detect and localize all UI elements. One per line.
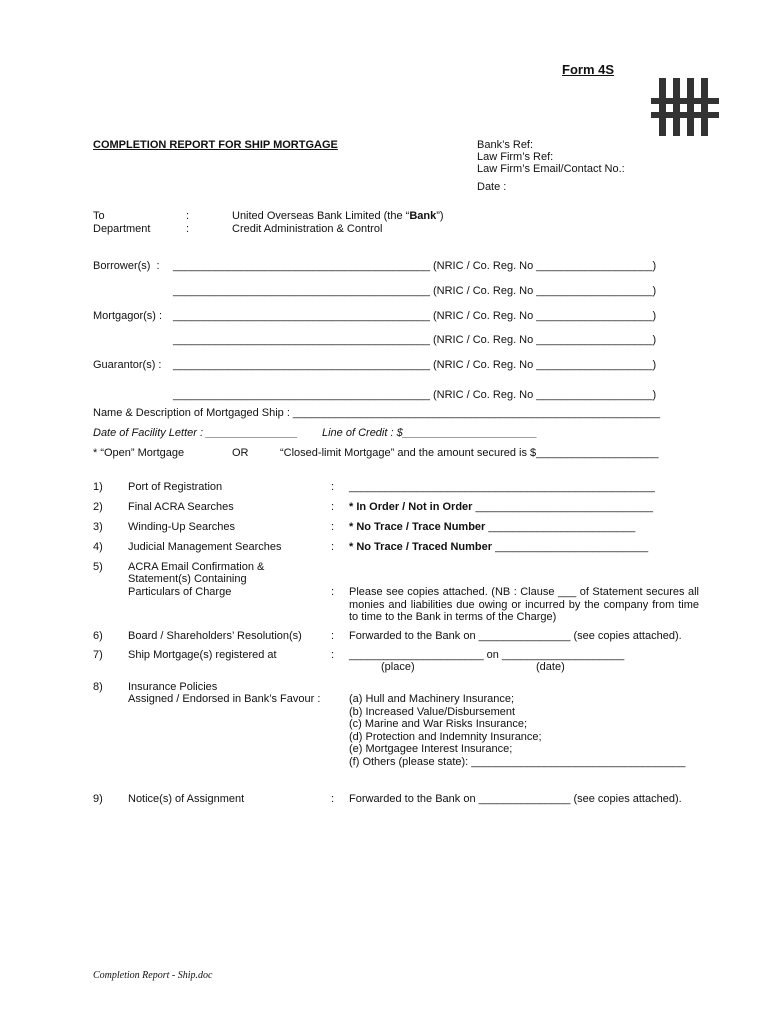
item-number: 3): [93, 521, 103, 533]
winding-up-searches-field[interactable]: * No Trace / Trace Number ________________________: [349, 521, 636, 533]
item-colon: :: [331, 630, 335, 642]
port-of-registration-field[interactable]: __________________________________________________: [349, 481, 655, 493]
insurance-option: (d) Protection and Indemnity Insurance;: [349, 731, 542, 743]
department-colon: :: [186, 223, 190, 235]
law-firm-contact: Law Firm’s Email/Contact No.:: [477, 163, 625, 175]
item-number: 1): [93, 481, 103, 493]
guarantor-label: Guarantor(s) :: [93, 359, 162, 371]
mortgagor-line-2[interactable]: __________________________________________ (NRIC / Co. Reg. No ___________________): [173, 334, 657, 346]
item-number: 5): [93, 561, 103, 573]
item-colon: :: [331, 793, 335, 805]
judicial-management-searches-field[interactable]: * No Trace / Traced Number _________________________: [349, 541, 649, 553]
guarantor-line-2[interactable]: __________________________________________ (NRIC / Co. Reg. No ___________________): [173, 389, 657, 401]
item-number: 8): [93, 681, 103, 693]
line-of-credit[interactable]: Line of Credit : $______________________: [322, 427, 538, 439]
item-colon: :: [331, 649, 335, 661]
report-date: Date :: [477, 181, 507, 193]
borrower-line-1[interactable]: __________________________________________ (NRIC / Co. Reg. No ___________________): [173, 260, 657, 272]
closed-limit-mortgage-option[interactable]: “Closed-limit Mortgage” and the amount secured is $____________________: [280, 447, 659, 459]
mortgagor-line-1[interactable]: __________________________________________ (NRIC / Co. Reg. No ___________________): [173, 310, 657, 322]
bank-tally-logo-icon: [651, 76, 721, 138]
item-label: Assigned / Endorsed in Bank’s Favour :: [128, 693, 321, 705]
date-caption: (date): [536, 661, 565, 673]
to-label: To: [93, 210, 105, 222]
insurance-others-field[interactable]: (f) Others (please state): ___________________________________: [349, 756, 686, 768]
mortgage-or: OR: [232, 447, 249, 459]
open-mortgage-option[interactable]: * “Open” Mortgage: [93, 447, 185, 459]
insurance-option: (a) Hull and Machinery Insurance;: [349, 693, 515, 705]
insurance-option: (e) Mortgagee Interest Insurance;: [349, 743, 513, 755]
department-label: Department: [93, 223, 151, 235]
item-label: Particulars of Charge: [128, 586, 232, 598]
borrower-label: Borrower(s) :: [93, 260, 160, 272]
insurance-option: (c) Marine and War Risks Insurance;: [349, 718, 528, 730]
item-label: Notice(s) of Assignment: [128, 793, 245, 805]
item-label: Ship Mortgage(s) registered at: [128, 649, 277, 661]
insurance-option: (b) Increased Value/Disbursement: [349, 706, 516, 718]
item-colon: :: [331, 521, 335, 533]
form-number: Form 4S: [562, 62, 615, 77]
item-number: 6): [93, 630, 103, 642]
item-number: 2): [93, 501, 103, 513]
item-colon: :: [331, 586, 335, 598]
item-colon: :: [331, 541, 335, 553]
item-label: Statement(s) Containing: [128, 573, 247, 585]
item-colon: :: [331, 501, 335, 513]
footer-filename: Completion Report - Ship.doc: [93, 970, 213, 981]
item-number: 9): [93, 793, 103, 805]
item-label: Insurance Policies: [128, 681, 218, 693]
to-colon: :: [186, 210, 190, 222]
item-label: Judicial Management Searches: [128, 541, 282, 553]
borrower-line-2[interactable]: __________________________________________ (NRIC / Co. Reg. No ___________________): [173, 285, 657, 297]
item-label: Winding-Up Searches: [128, 521, 235, 533]
item-label: Port of Registration: [128, 481, 223, 493]
ship-mortgage-registered-field[interactable]: ______________________ on ____________________: [349, 649, 625, 661]
facility-letter-date[interactable]: Date of Facility Letter : _______________: [93, 427, 298, 439]
mortgagor-label: Mortgagor(s) :: [93, 310, 163, 322]
mortgaged-ship-line[interactable]: Name & Description of Mortgaged Ship : ____________________________________________________________: [93, 407, 660, 419]
department-value: Credit Administration & Control: [232, 223, 383, 235]
item-number: 4): [93, 541, 103, 553]
notice-forwarded-field[interactable]: Forwarded to the Bank on _______________ (see copies attached).: [349, 793, 682, 805]
item-number: 7): [93, 649, 103, 661]
acra-searches-field[interactable]: * In Order / Not in Order _____________________________: [349, 501, 653, 513]
item-label: Board / Shareholders’ Resolution(s): [128, 630, 302, 642]
place-caption: (place): [381, 661, 415, 673]
acra-confirmation-note: Please see copies attached. (NB : Clause ___ of Statement secures all monies and liabilities due owing or incurred by the company from time to time to the Bank in terms of the Charge): [349, 586, 699, 623]
to-value: United Overseas Bank Limited (the “Bank”): [232, 210, 444, 222]
resolution-forwarded-field[interactable]: Forwarded to the Bank on _______________ (see copies attached).: [349, 630, 682, 642]
item-colon: :: [331, 481, 335, 493]
item-label: ACRA Email Confirmation &: [128, 561, 265, 573]
bank-ref: Bank’s Ref:: [477, 139, 534, 151]
report-title: COMPLETION REPORT FOR SHIP MORTGAGE: [93, 139, 338, 151]
item-label: Final ACRA Searches: [128, 501, 234, 513]
guarantor-line-1[interactable]: __________________________________________ (NRIC / Co. Reg. No ___________________): [173, 359, 657, 371]
law-firm-ref: Law Firm’s Ref:: [477, 151, 554, 163]
